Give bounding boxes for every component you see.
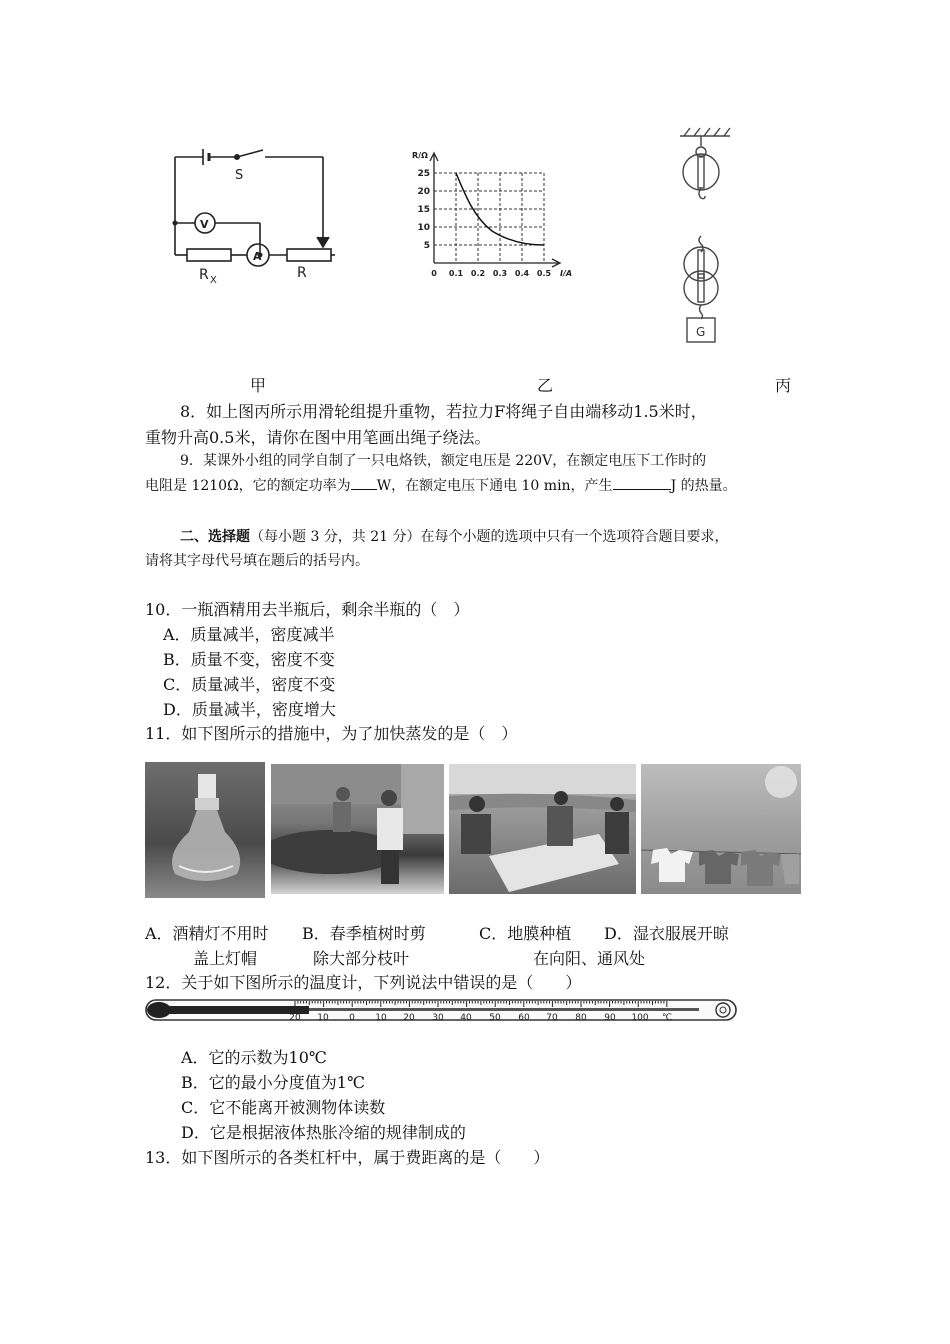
x-tick: 0.4 <box>514 269 530 278</box>
x-tick: 0.2 <box>470 269 486 278</box>
x-tick: 0 <box>431 269 437 278</box>
q11-option-b[interactable]: B．春季植树时剪 <box>302 924 426 943</box>
photo-tree-pruning <box>271 764 444 894</box>
y-tick: 15 <box>417 205 430 215</box>
q12-option-b[interactable]: B．它的最小分度值为1℃ <box>181 1073 365 1092</box>
q9-line2 <box>145 475 737 497</box>
section2-line1 <box>180 526 729 548</box>
voltmeter-label: V <box>200 218 209 231</box>
answer-blank-power[interactable] <box>351 475 377 490</box>
q9-line1: 9．某课外小组的同学自制了一只电烙铁，额定电压是 220V，在额定电压下工作时的 <box>180 453 707 469</box>
q11-option-d-cont: 在向阳、通风处 <box>533 949 646 968</box>
q10-option-a[interactable]: A．质量减半，密度减半 <box>163 625 335 644</box>
x-tick: 0.5 <box>536 269 552 278</box>
y-axis-label: R/Ω <box>412 151 428 160</box>
q11-option-c[interactable]: C．地膜种植 <box>479 924 572 943</box>
section2-line2: 请将其字母代号填在题后的括号内。 <box>145 553 369 569</box>
circuit-diagram <box>165 145 340 285</box>
photo-film-planting <box>449 764 636 894</box>
q8-line2: 重物升高0.5米，请你在图中用笔画出绳子绕法。 <box>145 428 491 447</box>
scale-label: 0 <box>349 1013 355 1023</box>
scale-label: 20 <box>403 1013 415 1023</box>
q12-option-d[interactable]: D．它是根据液体热胀冷缩的规律制成的 <box>181 1123 466 1142</box>
section2-instructions: （每小题 3 分，共 21 分）在每个小题的选项中只有一个选项符合题目要求， <box>250 529 729 545</box>
scale-label: 30 <box>432 1013 444 1023</box>
q9-text-c: J 的热量。 <box>670 478 737 494</box>
caption-bing: 丙 <box>775 376 792 395</box>
scale-label: 60 <box>518 1013 530 1023</box>
y-tick: 25 <box>417 169 430 179</box>
scale-label: 100 <box>631 1013 649 1023</box>
q9-text-a: 电阻是 1210Ω，它的额定功率为 <box>145 478 351 494</box>
q10-stem: 10．一瓶酒精用去半瓶后，剩余半瓶的（ ） <box>145 600 470 619</box>
scale-label: 10 <box>375 1013 387 1023</box>
q11-option-b-cont: 除大部分枝叶 <box>313 949 410 968</box>
answer-blank-heat[interactable] <box>613 475 671 490</box>
q10-option-d[interactable]: D．质量减半，密度增大 <box>163 700 336 719</box>
weight-label: G <box>696 325 706 339</box>
q11-option-d[interactable]: D．湿衣服展开晾 <box>604 924 729 943</box>
ammeter-label: A <box>253 250 262 263</box>
scale-label: 80 <box>575 1013 587 1023</box>
thermometer <box>145 996 740 1026</box>
q11-option-a[interactable]: A．酒精灯不用时 <box>145 924 269 943</box>
q9-text-b: W，在额定电压下通电 10 min，产生 <box>376 478 613 494</box>
scale-label: 50 <box>489 1013 501 1023</box>
q8-line1: 8．如上图丙所示用滑轮组提升重物，若拉力F将绳子自由端移动1.5米时， <box>180 402 707 421</box>
x-tick: 0.1 <box>448 269 464 278</box>
rheostat-label: R <box>297 265 307 281</box>
scale-unit: ℃ <box>661 1013 673 1023</box>
q12-option-a[interactable]: A．它的示数为10℃ <box>181 1048 327 1067</box>
y-tick: 20 <box>417 187 430 197</box>
scale-label: 90 <box>604 1013 616 1023</box>
q10-option-b[interactable]: B．质量不变，密度不变 <box>163 650 335 669</box>
resistor-x-label: R <box>199 267 209 283</box>
caption-yi: 乙 <box>537 376 554 395</box>
photo-drying-clothes <box>641 764 801 894</box>
pulley-diagram <box>670 122 740 344</box>
q10-option-c[interactable]: C．质量减半，密度不变 <box>163 675 336 694</box>
scale-label: 10 <box>317 1013 329 1023</box>
q12-option-c[interactable]: C．它不能离开被测物体读数 <box>181 1098 386 1117</box>
y-tick: 5 <box>423 241 430 251</box>
resistance-current-graph <box>408 145 588 285</box>
x-tick: 0.3 <box>492 269 508 278</box>
scale-label: 70 <box>546 1013 558 1023</box>
resistor-x-subscript: X <box>210 275 217 285</box>
y-tick: 10 <box>417 223 430 233</box>
section2-title: 二、选择题 <box>180 529 250 545</box>
q11-stem: 11．如下图所示的措施中，为了加快蒸发的是（ ） <box>145 724 518 743</box>
photo-alcohol-lamp <box>145 762 265 898</box>
x-axis-label: I/A <box>560 269 573 278</box>
switch-label: S <box>235 168 244 183</box>
q13-stem: 13．如下图所示的各类杠杆中，属于费距离的是（ ） <box>145 1148 550 1167</box>
scale-label: 20 <box>289 1013 301 1023</box>
caption-jia: 甲 <box>250 376 267 395</box>
q11-option-a-cont: 盖上灯帽 <box>193 949 258 968</box>
q12-stem: 12．关于如下图所示的温度计，下列说法中错误的是（ ） <box>145 973 582 992</box>
scale-label: 40 <box>460 1013 472 1023</box>
